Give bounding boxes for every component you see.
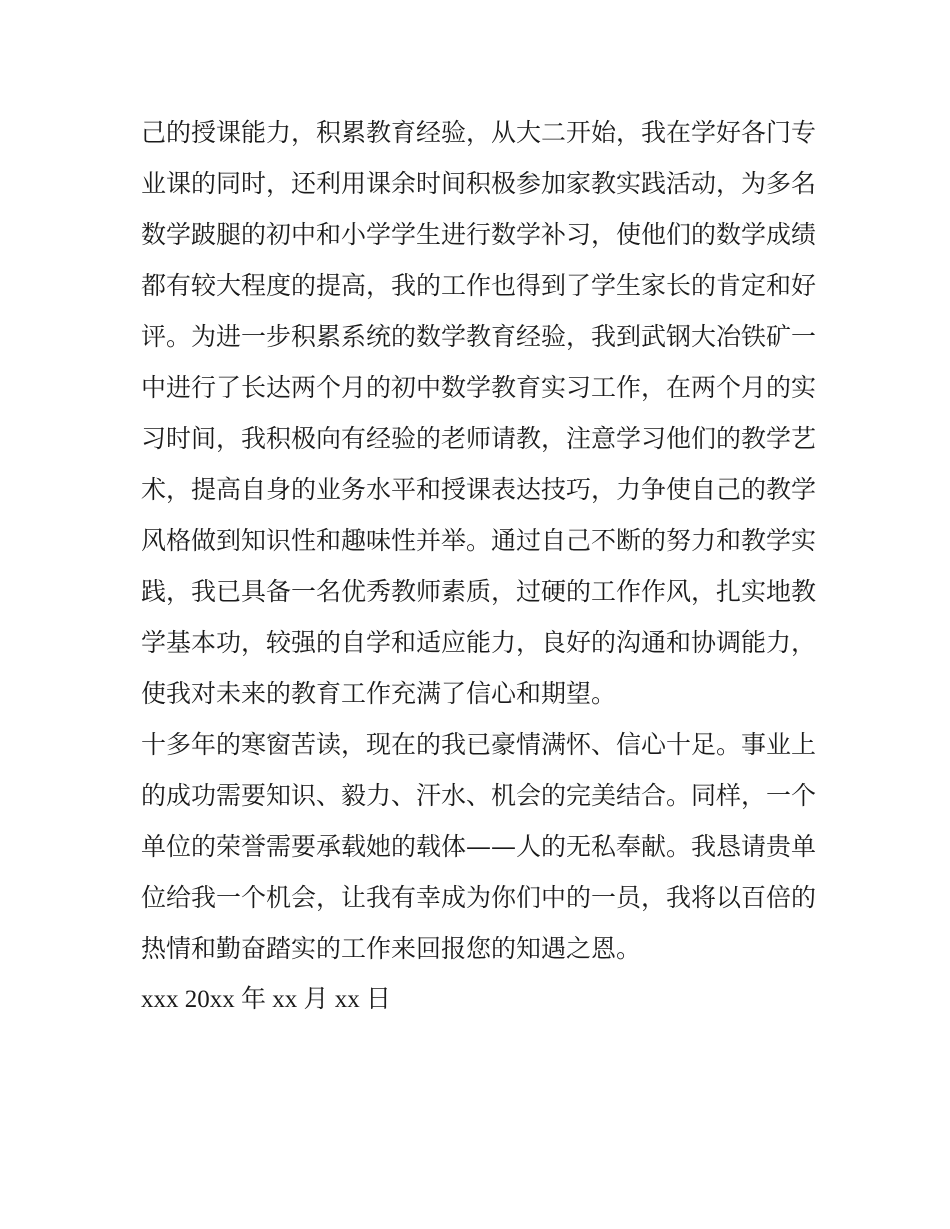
- text-line: 评。为进一步积累系统的数学教育经验，我到武钢大冶铁矿一: [141, 322, 817, 351]
- text-line: 使我对未来的教育工作充满了信心和期望。: [141, 679, 617, 708]
- text-line: 单位的荣誉需要承载她的载体——人的无私奉献。我恳请贵单: [141, 832, 817, 861]
- text-line: 中进行了长达两个月的初中数学教育实习工作，在两个月的实: [141, 373, 817, 402]
- text-line: 术，提高自身的业务水平和授课表达技巧，力争使自己的教学: [141, 475, 817, 504]
- signature-date-line: xxx 20xx 年 xx 月 xx 日: [141, 986, 392, 1013]
- text-line: 数学跛腿的初中和小学学生进行数学补习，使他们的数学成绩: [141, 220, 817, 249]
- text-line: 业课的同时，还利用课余时间积极参加家教实践活动，为多名: [141, 169, 817, 198]
- text-line: 风格做到知识性和趣味性并举。通过自己不断的努力和教学实: [141, 526, 817, 555]
- text-line: 践，我已具备一名优秀教师素质，过硬的工作作风，扎实地教: [141, 577, 817, 606]
- text-line: 己的授课能力，积累教育经验，从大二开始，我在学好各门专: [141, 118, 817, 147]
- text-line: 都有较大程度的提高，我的工作也得到了学生家长的肯定和好: [141, 271, 817, 300]
- text-line: 位给我一个机会，让我有幸成为你们中的一员，我将以百倍的: [141, 883, 817, 912]
- text-line: 习时间，我积极向有经验的老师请教，注意学习他们的教学艺: [141, 424, 817, 453]
- text-line: 热情和勤奋踏实的工作来回报您的知遇之恩。: [141, 934, 642, 963]
- text-line: 学基本功，较强的自学和适应能力，良好的沟通和协调能力，: [141, 628, 817, 657]
- text-line: 的成功需要知识、毅力、汗水、机会的完美结合。同样，一个: [141, 781, 817, 810]
- letter-body: [141, 107, 821, 1025]
- text-line: 十多年的寒窗苦读，现在的我已豪情满怀、信心十足。事业上: [141, 730, 817, 759]
- paragraph-1: [141, 107, 821, 719]
- paragraph-2: [141, 719, 821, 974]
